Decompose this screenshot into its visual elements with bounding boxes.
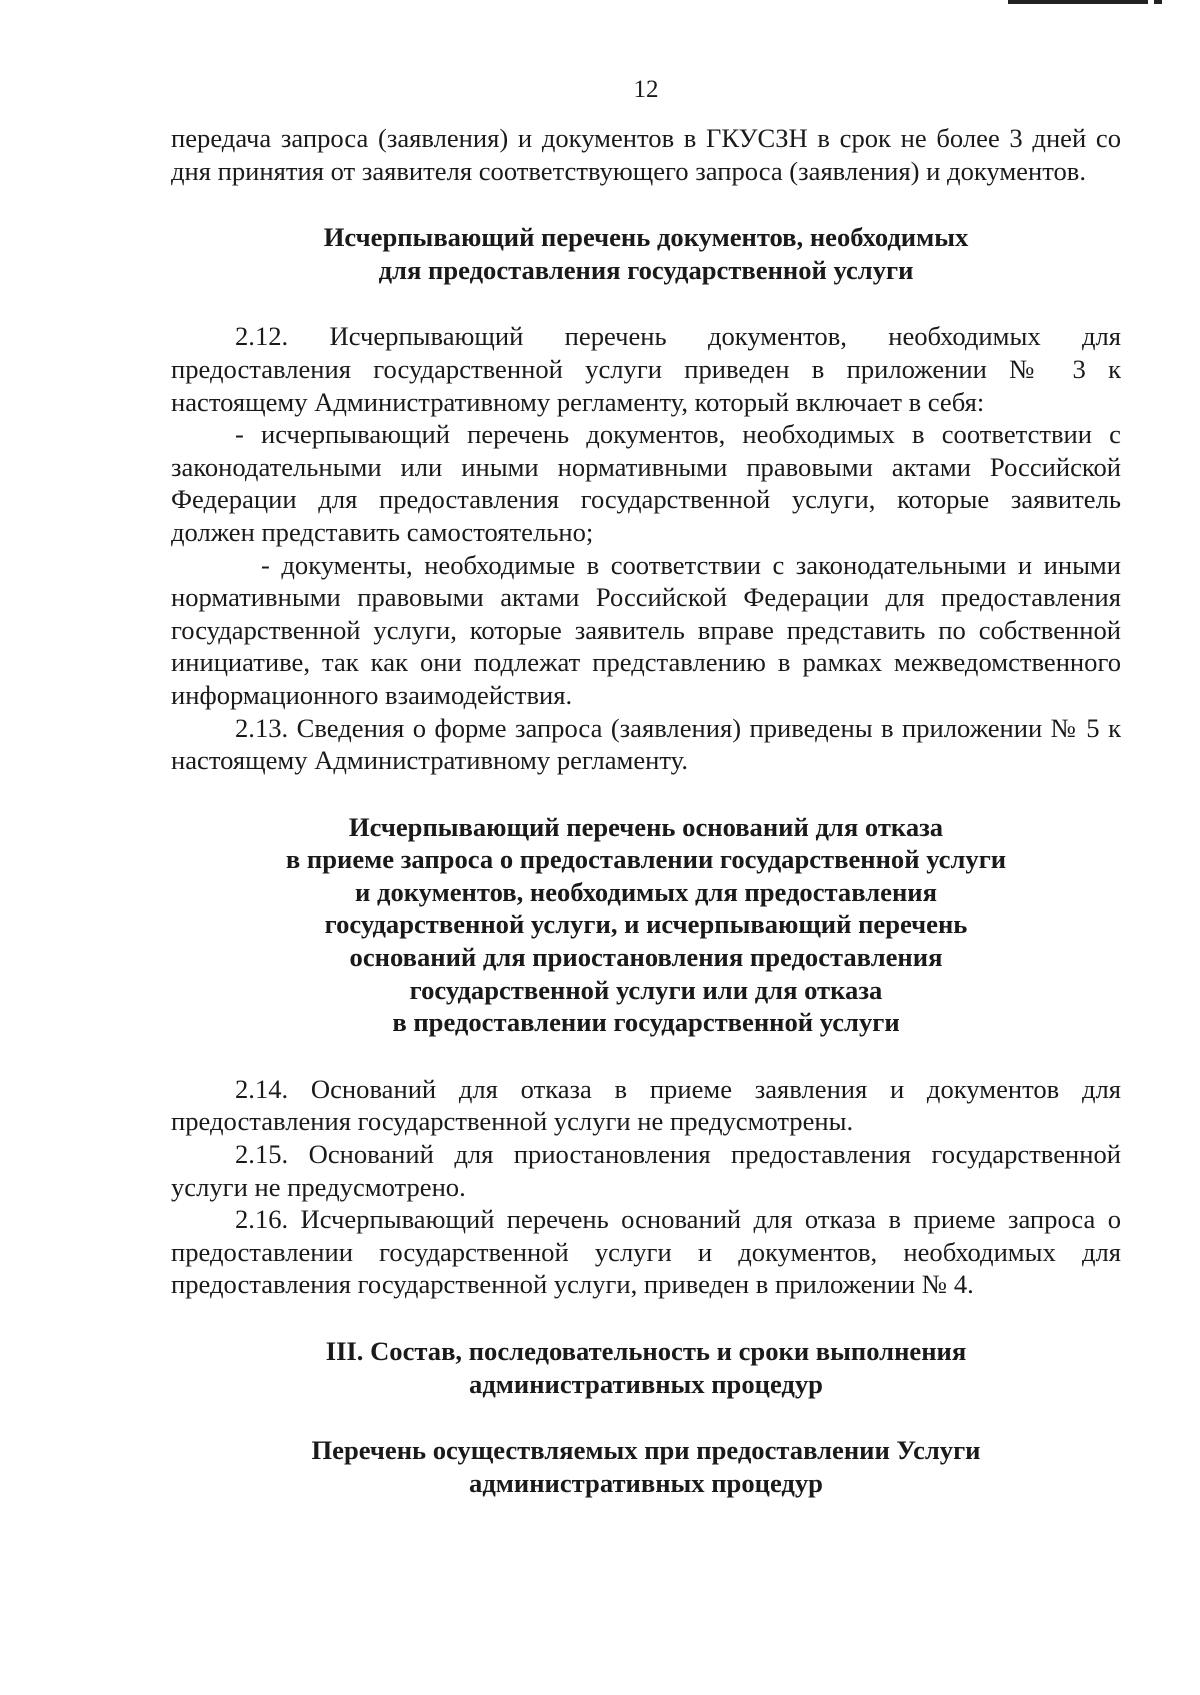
heading-refusal-grounds-5: оснований для приостановления предоставления bbox=[349, 942, 943, 973]
page-number: 12 bbox=[633, 76, 659, 103]
document-page bbox=[171, 74, 1121, 1499]
paragraph-transfer: передача запроса (заявления) и документов в ГКУСЗН в срок не более 3 дней со дня принятия от заявителя соответствующего запроса (заявления) и документов. bbox=[171, 123, 1121, 186]
paragraph-2-12: 2.12. Исчерпывающий перечень документов, необходимых для предоставления государственной услуги приведен в приложении № 3 к настоящему Административному регламенту, который включает в себя: bbox=[171, 321, 1121, 417]
heading-refusal-grounds-1: Исчерпывающий перечень оснований для отказа bbox=[348, 811, 944, 842]
paragraph-2-13: 2.13. Сведения о форме запроса (заявления) приведены в приложении № 5 к настоящему Административному регламенту. bbox=[171, 712, 1121, 776]
heading-refusal-grounds-2: в приеме запроса о предоставлении государственной услуги bbox=[285, 844, 1007, 875]
paragraph-2-16: 2.16. Исчерпывающий перечень оснований для отказа в приеме запроса о предоставлении государственной услуги и документов, необходимых для предоставления государственной услуги, приведен в приложении № 4. bbox=[171, 1204, 1121, 1300]
paragraph-list-item-1: - исчерпывающий перечень документов, необходимых в соответствии с законодательными или иными нормативными правовыми актами Российской Федерации для предоставления государственной услуги, которые заявитель должен представить самостоятельно; bbox=[171, 419, 1121, 547]
heading-refusal-grounds-3: и документов, необходимых для предоставления bbox=[355, 876, 937, 907]
heading-refusal-grounds-4: государственной услуги, и исчерпывающий перечень bbox=[324, 909, 968, 940]
heading-refusal-grounds-7: в предоставлении государственной услуги bbox=[392, 1007, 900, 1038]
heading-documents-list: Исчерпывающий перечень документов, необходимых bbox=[323, 222, 969, 253]
paragraph-2-14: 2.14. Оснований для отказа в приеме заявления и документов для предоставления государственной услуги не предусмотрены. bbox=[171, 1073, 1121, 1137]
paragraph-list-item-2: - документы, необходимые в соответствии с законодательными и иными нормативными правовыми актами Российской Федерации для предоставления государственной услуги, которые заявитель вправе представить по собственной инициативе, так как они подлежат представлению в рамках межведомственного информационного взаимодействия. bbox=[171, 549, 1121, 710]
heading-section-3-line2: административных процедур bbox=[469, 1368, 823, 1399]
heading-section-3-line1: III. Состав, последовательность и сроки выполнения bbox=[325, 1336, 967, 1366]
paragraph-2-15: 2.15. Оснований для приостановления предоставления государственной услуги не предусмотрено. bbox=[171, 1139, 1121, 1202]
heading-documents-list-line2: для предоставления государственной услуги bbox=[378, 254, 914, 285]
scan-artifact-mark bbox=[1008, 0, 1148, 4]
heading-procedures-list-line2: административных процедур bbox=[469, 1467, 823, 1498]
heading-refusal-grounds-6: государственной услуги или для отказа bbox=[409, 974, 883, 1005]
heading-procedures-list-line1: Перечень осуществляемых при предоставлении Услуги bbox=[311, 1435, 981, 1466]
